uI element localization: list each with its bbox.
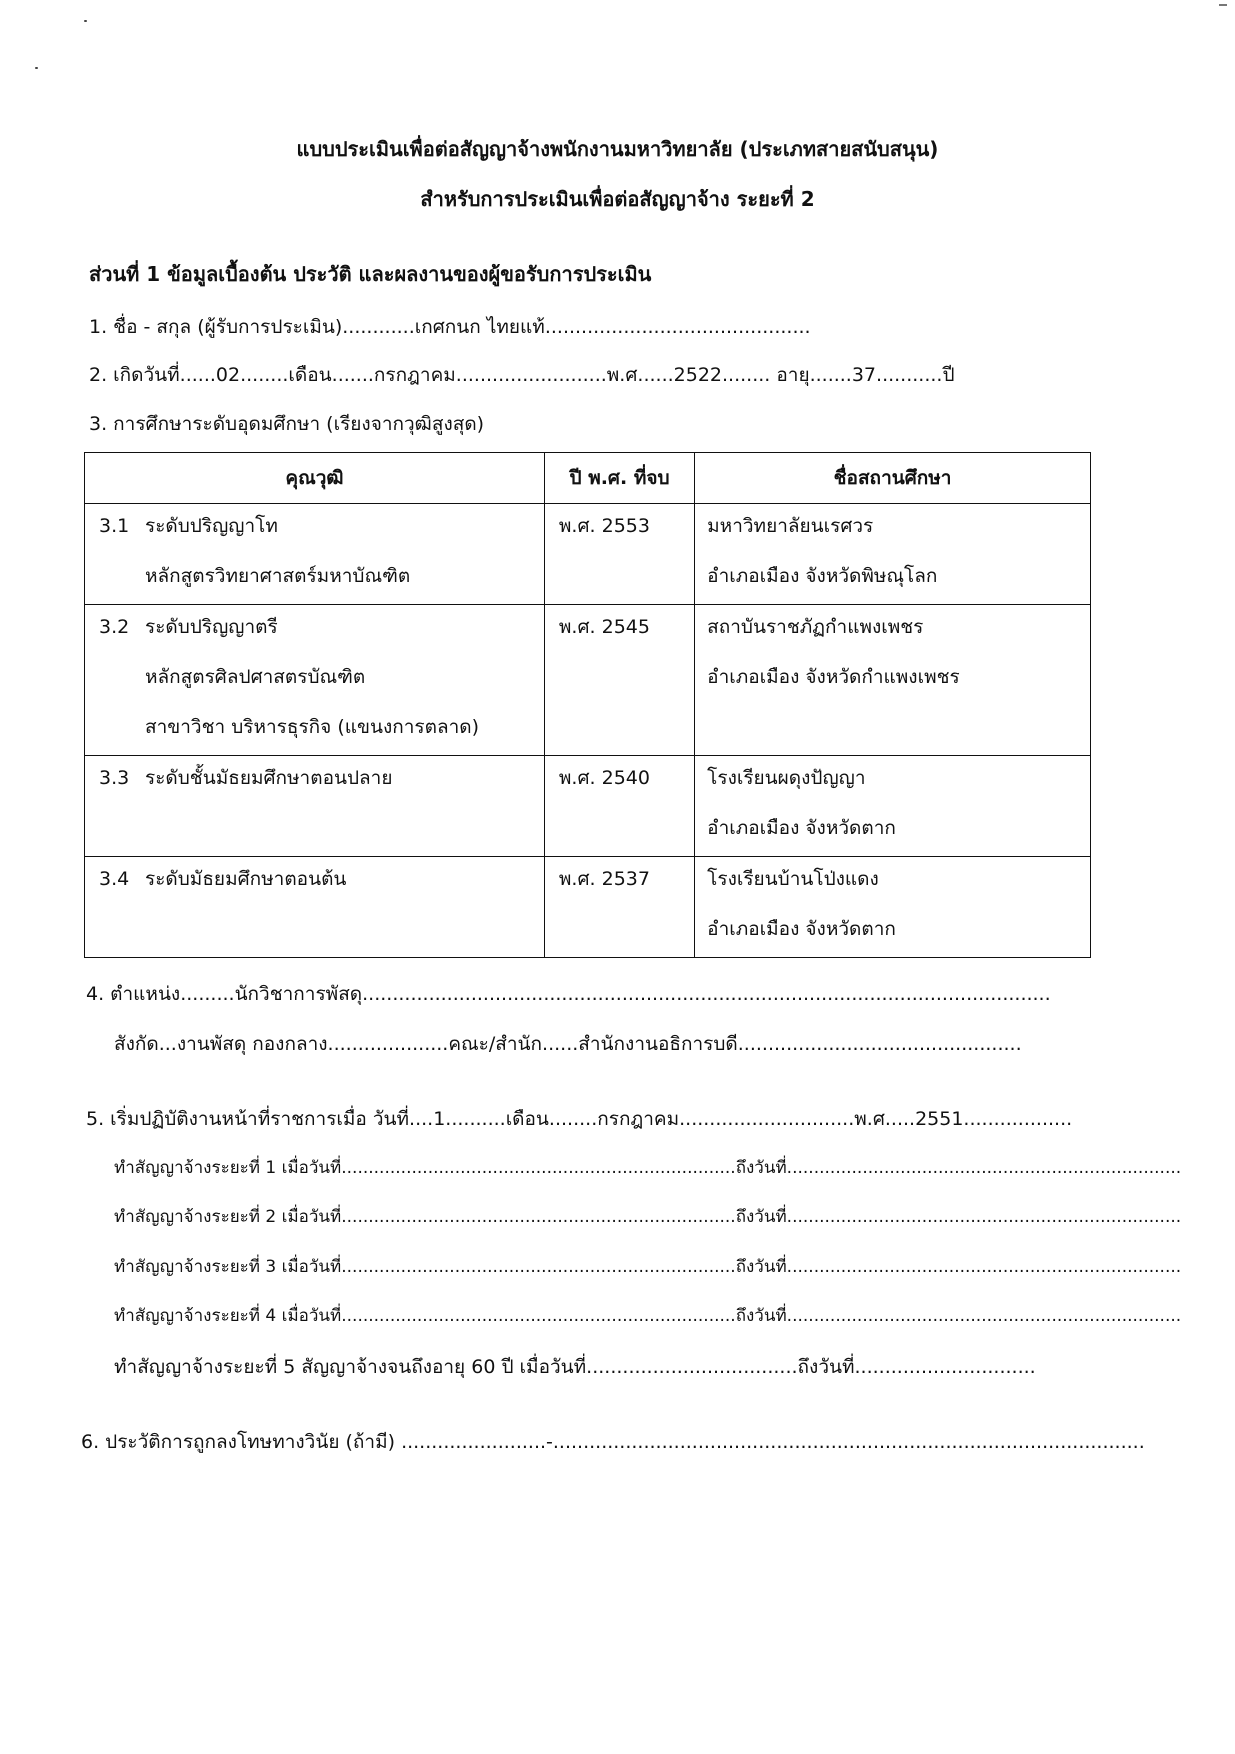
qualification-detail: หลักสูตรวิทยาศาสตร์มหาบัณฑิต xyxy=(145,565,411,587)
institution-name: โรงเรียนผดุงปัญญา xyxy=(707,767,866,789)
qualification-cell xyxy=(85,857,545,958)
table-row xyxy=(85,504,1091,605)
header-graduation-year: ปี พ.ศ. ที่จบ xyxy=(544,453,694,504)
row-number: 3.2 xyxy=(99,616,130,638)
year-cell xyxy=(544,605,694,756)
institution-cell xyxy=(695,504,1091,605)
table-row xyxy=(85,857,1091,958)
year-cell xyxy=(544,756,694,857)
year-cell xyxy=(544,504,694,605)
institution-cell xyxy=(695,605,1091,756)
item2-birthdate: 2. เกิดวันที่......02........เดือน.......กรกฎาคม.........................พ.ศ......2522........ อายุ.......37...........ปี xyxy=(89,364,955,386)
table-row xyxy=(85,605,1091,756)
table-header-row xyxy=(85,453,1091,504)
education-table xyxy=(84,452,1091,958)
institution-location: อำเภอเมือง จังหวัดตาก xyxy=(707,817,896,839)
year-cell xyxy=(544,857,694,958)
institution-location: อำเภอเมือง จังหวัดกำแพงเพชร xyxy=(707,666,960,688)
scan-speck xyxy=(84,20,87,22)
qualification-level: ระดับชั้นมัธยมศึกษาตอนปลาย xyxy=(145,767,393,789)
institution-name: โรงเรียนบ้านโป่งแดง xyxy=(707,868,879,890)
row-number: 3.3 xyxy=(99,767,130,789)
contract-period-4: ทำสัญญาจ้างระยะที่ 4 เมื่อวันที่.........................................................................ถึงวันที่......................................................................... xyxy=(114,1306,1182,1326)
item6-disciplinary-history: 6. ประวัติการถูกลงโทษทางวินัย (ถ้ามี) ........................-.................................................................................................. xyxy=(81,1431,1145,1453)
item1-name: 1. ชื่อ - สกุล (ผู้รับการประเมิน)............เกศกนก ไทยแท้............................................ xyxy=(89,316,811,338)
item4-position: 4. ตำแหน่ง.........นักวิชาการพัสดุ.................................................................................................................. xyxy=(86,983,1051,1005)
item5-start-date: 5. เริ่มปฏิบัติงานหน้าที่ราชการเมื่อ วันที่....1..........เดือน........กรกฎาคม.............................พ.ศ.....2551.................. xyxy=(86,1108,1073,1130)
contract-period-3: ทำสัญญาจ้างระยะที่ 3 เมื่อวันที่.........................................................................ถึงวันที่......................................................................... xyxy=(114,1257,1182,1277)
institution-name: สถาบันราชภัฏกำแพงเพชร xyxy=(707,616,924,638)
qualification-level: ระดับปริญญาโท xyxy=(145,515,278,537)
institution-location: อำเภอเมือง จังหวัดตาก xyxy=(707,918,896,940)
institution-cell xyxy=(695,857,1091,958)
qualification-level: ระดับมัธยมศึกษาตอนต้น xyxy=(145,868,347,890)
item4-affiliation: สังกัด...งานพัสดุ กองกลาง....................คณะ/สำนัก......สำนักงานอธิการบดี............................................... xyxy=(114,1033,1022,1055)
form-subtitle: สำหรับการประเมินเพื่อต่อสัญญาจ้าง ระยะที่ 2 xyxy=(420,187,815,211)
institution-cell xyxy=(695,756,1091,857)
qualification-major: สาขาวิชา บริหารธุรกิจ (แขนงการตลาด) xyxy=(145,716,480,738)
qualification-level: ระดับปริญญาตรี xyxy=(145,616,278,638)
scan-speck xyxy=(35,67,38,69)
graduation-year: พ.ศ. 2545 xyxy=(558,616,650,638)
contract-period-2: ทำสัญญาจ้างระยะที่ 2 เมื่อวันที่.........................................................................ถึงวันที่......................................................................... xyxy=(114,1207,1182,1227)
form-title: แบบประเมินเพื่อต่อสัญญาจ้างพนักงานมหาวิทยาลัย (ประเภทสายสนับสนุน) xyxy=(296,137,939,161)
qualification-detail: หลักสูตรศิลปศาสตรบัณฑิต xyxy=(145,666,366,688)
contract-period-1: ทำสัญญาจ้างระยะที่ 1 เมื่อวันที่.........................................................................ถึงวันที่......................................................................... xyxy=(114,1158,1182,1178)
table-row xyxy=(85,756,1091,857)
section1-heading: ส่วนที่ 1 ข้อมูลเบื้องต้น ประวัติ และผลงานของผู้ขอรับการประเมิน xyxy=(89,262,652,286)
institution-name: มหาวิทยาลัยนเรศวร xyxy=(707,515,874,537)
header-qualification: คุณวุฒิ xyxy=(85,453,545,504)
qualification-cell xyxy=(85,605,545,756)
graduation-year: พ.ศ. 2540 xyxy=(558,767,650,789)
qualification-cell xyxy=(85,756,545,857)
item3-education-heading: 3. การศึกษาระดับอุดมศึกษา (เรียงจากวุฒิสูงสุด) xyxy=(89,413,485,435)
institution-location: อำเภอเมือง จังหวัดพิษณุโลก xyxy=(707,565,938,587)
row-number: 3.1 xyxy=(99,515,130,537)
header-institution: ชื่อสถานศึกษา xyxy=(695,453,1091,504)
scan-mark xyxy=(1219,4,1227,6)
graduation-year: พ.ศ. 2537 xyxy=(558,868,650,890)
qualification-cell xyxy=(85,504,545,605)
row-number: 3.4 xyxy=(99,868,130,890)
contract-period-5: ทำสัญญาจ้างระยะที่ 5 สัญญาจ้างจนถึงอายุ 60 ปี เมื่อวันที่...................................ถึงวันที่.............................. xyxy=(114,1356,1036,1378)
graduation-year: พ.ศ. 2553 xyxy=(558,515,650,537)
